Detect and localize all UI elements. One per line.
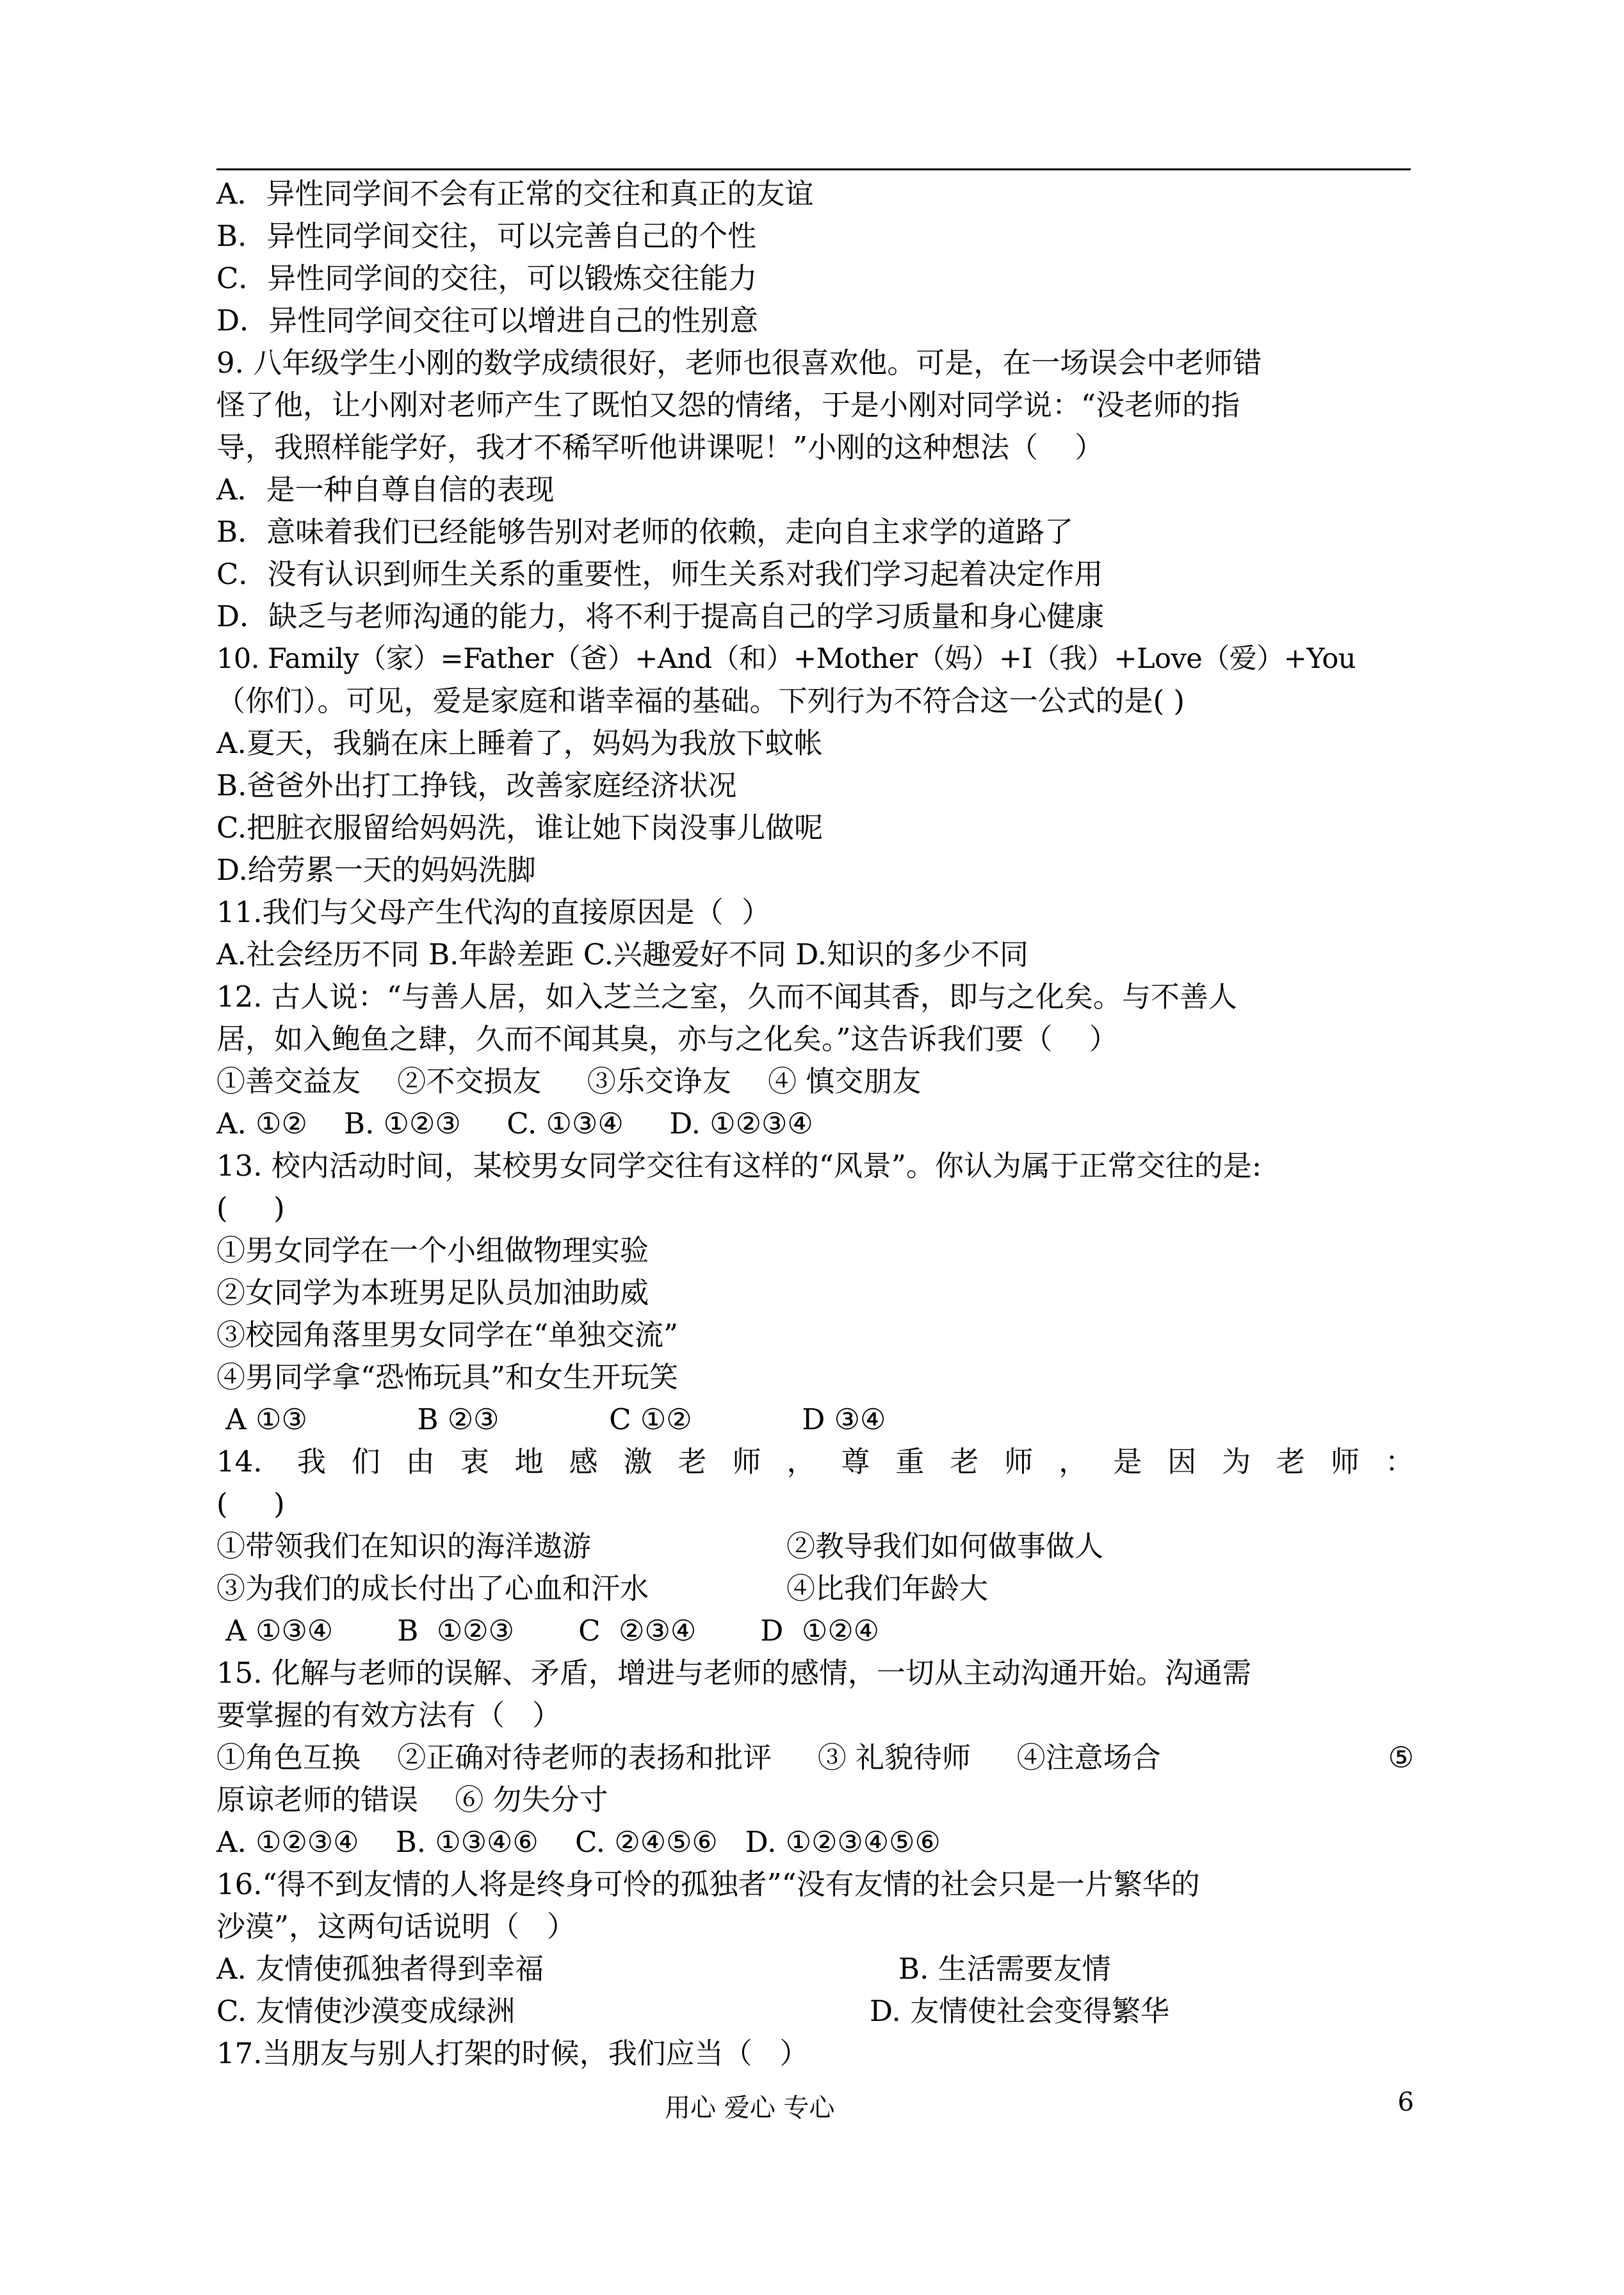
q13-statement-1: ①男女同学在一个小组做物理实验 xyxy=(216,1233,649,1267)
q16-option-c: C. 友情使沙漠变成绿洲 xyxy=(216,1994,516,2028)
q13-statement-4: ④男同学拿“恐怖玩具”和女生开玩笑 xyxy=(216,1360,679,1394)
q15-stem-line-1: 15. 化解与老师的误解、矛盾，增进与老师的感情，一切从主动沟通开始。沟通需 xyxy=(216,1656,1251,1690)
q9-option-c: C．没有认识到师生关系的重要性，师生关系对我们学习起着决定作用 xyxy=(216,557,1103,591)
q15-statements-row-2: 原谅老师的错误 ⑥ 勿失分寸 xyxy=(216,1783,608,1817)
q16-option-d: D. 友情使社会变得繁华 xyxy=(870,1994,1170,2028)
q14-statements-row-1 xyxy=(216,1525,1414,1568)
q14-answer-blank: ( ) xyxy=(216,1487,285,1521)
q16-option-b: B. 生活需要友情 xyxy=(898,1952,1111,1986)
q8-option-a: A．异性同学间不会有正常的交往和真正的友谊 xyxy=(216,177,814,211)
q9-option-b: B．意味着我们已经能够告别对老师的依赖，走向自主求学的道路了 xyxy=(216,515,1074,549)
q15-statement-5-marker: ⑤ xyxy=(1388,1740,1414,1774)
q16-stem-line-2: 沙漠”，这两句话说明（ ） xyxy=(216,1910,576,1943)
q15-stem-line-2: 要掌握的有效方法有（ ） xyxy=(216,1698,561,1732)
q10-option-d: D.给劳累一天的妈妈洗脚 xyxy=(216,853,536,887)
q10-option-c: C.把脏衣服留给妈妈洗，谁让她下岗没事儿做呢 xyxy=(216,811,824,845)
q8-option-b: B．异性同学间交往，可以完善自己的个性 xyxy=(216,219,757,253)
q10-option-a: A.夏天，我躺在床上睡着了，妈妈为我放下蚊帐 xyxy=(216,726,823,760)
q15-options: A. ①②③④ B. ①③④⑥ C. ②④⑤⑥ D. ①②③④⑤⑥ xyxy=(216,1825,941,1859)
q15-statements-row-1 xyxy=(216,1737,1414,1779)
q14-stem: 14. 我们由衷地感激老师，尊重老师，是因为老师： xyxy=(216,1445,1414,1479)
page-number: 6 xyxy=(1397,2088,1414,2117)
q16-option-a: A. 友情使孤独者得到幸福 xyxy=(216,1952,544,1986)
q12-stem-line-2: 居，如入鲍鱼之肆，久而不闻其臭，亦与之化矣。”这告诉我们要（ ） xyxy=(216,1022,1118,1056)
q16-options-row-1 xyxy=(216,1948,1414,1990)
q8-option-d: D．异性同学间交往可以增进自己的性别意 xyxy=(216,304,759,337)
page-footer xyxy=(216,2088,1414,2126)
q14-statements-row-2 xyxy=(216,1568,1414,1610)
q13-answer-blank: ( ) xyxy=(216,1191,285,1225)
q8-option-c: C．异性同学间的交往，可以锻炼交往能力 xyxy=(216,261,758,295)
q16-options-row-2 xyxy=(216,1990,1414,2032)
q12-statements: ①善交益友 ②不交损友 ③乐交诤友 ④ 慎交朋友 xyxy=(216,1064,922,1098)
q12-options: A. ①② B. ①②③ C. ①③④ D. ①②③④ xyxy=(216,1107,813,1140)
q14-statement-4: ④比我们年龄大 xyxy=(786,1571,989,1605)
q13-statement-3: ③校园角落里男女同学在“单独交流” xyxy=(216,1318,679,1352)
q10-option-b: B.爸爸外出打工挣钱，改善家庭经济状况 xyxy=(216,768,737,802)
q9-option-d: D．缺乏与老师沟通的能力，将不利于提高自己的学习质量和身心健康 xyxy=(216,599,1105,633)
q13-stem: 13. 校内活动时间，某校男女同学交往有这样的“风景”。你认为属于正常交往的是: xyxy=(216,1149,1262,1183)
document-body xyxy=(216,173,1414,2075)
q10-stem-line-1: 10. Family（家）=Father（爸）+And（和）+Mother（妈）+I（我）+Love（爱）+You xyxy=(216,643,1356,675)
q13-options: A ①③ B ②③ C ①② D ③④ xyxy=(216,1402,886,1436)
q9-stem-line-2: 怪了他，让小刚对老师产生了既怕又怨的情绪，于是小刚对同学说：“没老师的指 xyxy=(216,388,1240,422)
q10-stem-line-2: （你们）。可见，爱是家庭和谐幸福的基础。下列行为不符合这一公式的是( ) xyxy=(216,684,1185,718)
q9-stem-line-1: 9. 八年级学生小刚的数学成绩很好，老师也很喜欢他。可是，在一场误会中老师错 xyxy=(216,346,1262,380)
q11-stem: 11.我们与父母产生代沟的直接原因是（ ） xyxy=(216,895,771,929)
q12-stem-line-1: 12. 古人说：“与善人居，如入芝兰之室，久而不闻其香，即与之化矣。与不善人 xyxy=(216,980,1237,1014)
q9-stem-line-3: 导，我照样能学好，我才不稀罕听他讲课呢！”小刚的这种想法（ ） xyxy=(216,430,1104,464)
q14-options: A ①③④ B ①②③ C ②③④ D ①②④ xyxy=(216,1614,879,1648)
q14-statement-1: ①带领我们在知识的海洋遨游 xyxy=(216,1529,592,1563)
q14-statement-3: ③为我们的成长付出了心血和汗水 xyxy=(216,1571,649,1605)
q9-option-a: A．是一种自尊自信的表现 xyxy=(216,473,555,507)
q16-stem-line-1: 16.“得不到友情的人将是终身可怜的孤独者”“没有友情的社会只是一片繁华的 xyxy=(216,1867,1200,1901)
header-rule xyxy=(216,168,1411,170)
q14-statement-2: ②教导我们如何做事做人 xyxy=(786,1529,1104,1563)
footer-motto: 用心 爱心 专心 xyxy=(665,2093,835,2123)
q13-statement-2: ②女同学为本班男足队员加油助威 xyxy=(216,1276,649,1310)
q17-stem: 17.当朋友与别人打架的时候，我们应当（ ） xyxy=(216,2036,809,2070)
q15-statements-1-4: ①角色互换 ②正确对待老师的表扬和批评 ③ 礼貌待师 ④注意场合 xyxy=(216,1740,1161,1774)
q11-options: A.社会经历不同 B.年龄差距 C.兴趣爱好不同 D.知识的多少不同 xyxy=(216,937,1028,971)
